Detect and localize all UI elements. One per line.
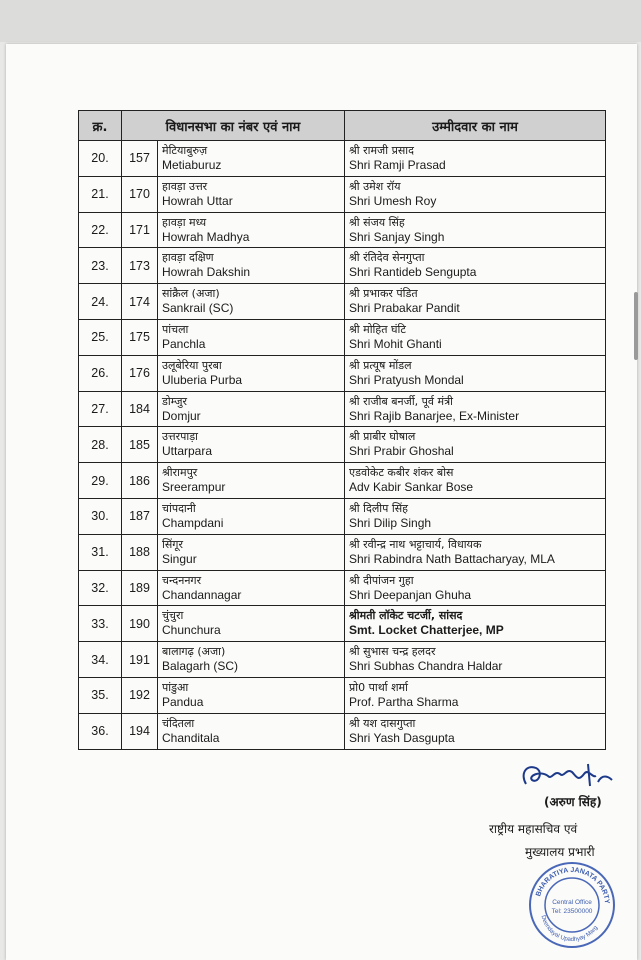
table-row xyxy=(79,713,606,749)
candidate-cell xyxy=(345,642,606,678)
candidate-cell xyxy=(345,176,606,212)
row-serial: 24. xyxy=(79,284,122,320)
candidate-name-hindi: श्री मोहित घंटि xyxy=(349,322,406,336)
constituency-name-hindi: पांडुआ xyxy=(162,680,189,694)
constituency-name-english: Howrah Dakshin xyxy=(162,265,251,280)
row-serial: 29. xyxy=(79,463,122,499)
row-serial: 21. xyxy=(79,176,122,212)
candidate-cell xyxy=(345,463,606,499)
candidate-name-english: Shri Ramji Prasad xyxy=(349,158,446,172)
constituency-cell xyxy=(158,570,345,606)
constituency-name-english: Uttarpara xyxy=(162,444,213,459)
candidate-table xyxy=(78,110,606,750)
scrollbar[interactable] xyxy=(634,292,638,360)
row-serial: 25. xyxy=(79,319,122,355)
candidate-cell xyxy=(345,141,606,177)
candidate-name-english: Smt. Locket Chatterjee, MP xyxy=(349,623,504,638)
svg-text:Deendayal Upadhyay Marg: Deendayal Upadhyay Marg xyxy=(539,914,600,944)
header-candidate: उम्मीदवार का नाम xyxy=(345,111,606,141)
constituency-name-hindi: सांक्रैल (अजा) xyxy=(162,287,220,301)
constituency-name-english: Domjur xyxy=(162,408,201,423)
constituency-name-hindi: चन्दननगर xyxy=(162,573,202,587)
signature-scribble xyxy=(518,756,618,796)
table-row xyxy=(79,355,606,391)
table-row xyxy=(79,534,606,570)
constituency-cell xyxy=(158,319,345,355)
row-serial: 26. xyxy=(79,355,122,391)
candidate-name-english: Shri Prabakar Pandit xyxy=(349,301,460,316)
table-row xyxy=(79,463,606,499)
candidate-cell xyxy=(345,391,606,427)
svg-text:Central Office: Central Office xyxy=(552,899,592,906)
constituency-name-hindi: बालागढ़ (अजा) xyxy=(162,645,226,659)
table-row xyxy=(79,677,606,713)
constituency-cell xyxy=(158,463,345,499)
candidate-name-hindi: श्री संजय सिंह xyxy=(349,215,405,229)
table-row xyxy=(79,212,606,248)
candidate-cell xyxy=(345,355,606,391)
candidate-name-english: Shri Dilip Singh xyxy=(349,515,432,530)
constituency-cell xyxy=(158,498,345,534)
constituency-cell xyxy=(158,713,345,749)
candidate-cell xyxy=(345,570,606,606)
candidate-name-hindi: श्री प्राबीर घोषाल xyxy=(349,430,416,444)
constituency-name-english: Pandua xyxy=(162,694,204,709)
designation-line-1: राष्ट्रीय महासचिव एवं xyxy=(489,822,578,836)
constituency-cell xyxy=(158,248,345,284)
row-serial: 28. xyxy=(79,427,122,463)
constituency-number: 176 xyxy=(122,355,158,391)
constituency-number: 174 xyxy=(122,284,158,320)
table-row xyxy=(79,284,606,320)
constituency-name-english: Balagarh (SC) xyxy=(162,659,239,674)
candidate-name-english: Shri Subhas Chandra Haldar xyxy=(349,659,503,674)
constituency-name-english: Howrah Uttar xyxy=(162,193,233,208)
candidate-name-hindi: श्री यश दासगुप्ता xyxy=(349,716,416,730)
candidate-name-english: Shri Pratyush Mondal xyxy=(349,372,464,387)
constituency-name-hindi: हावड़ा दक्षिण xyxy=(162,251,214,265)
office-seal-stamp xyxy=(527,860,617,950)
constituency-number: 189 xyxy=(122,570,158,606)
constituency-number: 170 xyxy=(122,176,158,212)
constituency-cell xyxy=(158,677,345,713)
row-serial: 35. xyxy=(79,677,122,713)
constituency-name-hindi: श्रीरामपुर xyxy=(162,466,198,480)
candidate-name-hindi: श्री रंतिदेव सेनगुप्ता xyxy=(349,251,425,265)
constituency-cell xyxy=(158,642,345,678)
constituency-number: 188 xyxy=(122,534,158,570)
constituency-name-english: Chunchura xyxy=(162,623,221,638)
candidate-name-hindi: श्री प्रत्यूष मोंडल xyxy=(349,358,412,372)
table-row xyxy=(79,391,606,427)
candidate-cell xyxy=(345,212,606,248)
table-header xyxy=(79,111,606,141)
candidate-name-hindi: श्री उमेश रॉय xyxy=(349,179,401,193)
constituency-cell xyxy=(158,212,345,248)
constituency-name-english: Chandannagar xyxy=(162,587,242,602)
candidate-cell xyxy=(345,319,606,355)
top-strip xyxy=(0,0,641,42)
row-serial: 31. xyxy=(79,534,122,570)
candidate-name-english: Shri Deepanjan Ghuha xyxy=(349,587,472,602)
constituency-cell xyxy=(158,427,345,463)
constituency-cell xyxy=(158,391,345,427)
candidate-name-english: Shri Sanjay Singh xyxy=(349,229,445,244)
constituency-name-hindi: डोम्जुर xyxy=(162,394,188,408)
table-row xyxy=(79,248,606,284)
candidate-cell xyxy=(345,427,606,463)
constituency-name-hindi: उलूबेरिया पुरबा xyxy=(162,358,222,372)
row-serial: 23. xyxy=(79,248,122,284)
row-serial: 27. xyxy=(79,391,122,427)
candidate-cell xyxy=(345,248,606,284)
candidate-cell xyxy=(345,677,606,713)
candidate-name-hindi: श्री रामजी प्रसाद xyxy=(349,144,414,157)
row-serial: 36. xyxy=(79,713,122,749)
candidate-name-english: Shri Prabir Ghoshal xyxy=(349,444,454,459)
candidate-cell xyxy=(345,713,606,749)
constituency-number: 185 xyxy=(122,427,158,463)
table-row xyxy=(79,606,606,642)
constituency-name-hindi: चुंचुरा xyxy=(162,609,184,623)
table-row xyxy=(79,176,606,212)
candidate-name-hindi: श्री सुभास चन्द्र हलदर xyxy=(349,645,436,659)
constituency-number: 194 xyxy=(122,713,158,749)
constituency-name-hindi: उत्तरपाड़ा xyxy=(162,430,198,444)
constituency-name-hindi: चंदितला xyxy=(162,716,195,730)
constituency-number: 191 xyxy=(122,642,158,678)
table-row xyxy=(79,141,606,177)
candidate-name-hindi: श्री दीपांजन गुहा xyxy=(349,573,414,587)
candidate-name-english: Shri Umesh Roy xyxy=(349,193,437,208)
constituency-number: 171 xyxy=(122,212,158,248)
constituency-number: 157 xyxy=(122,141,158,177)
header-constituency: विधानसभा का नंबर एवं नाम xyxy=(122,111,345,141)
svg-text:BHARATIYA JANATA PARTY: BHARATIYA JANATA PARTY xyxy=(535,866,611,905)
signatory-name: (अरुण सिंह) xyxy=(544,795,602,809)
constituency-name-english: Sankrail (SC) xyxy=(162,301,234,316)
candidate-name-hindi: श्री दिलीप सिंह xyxy=(349,501,409,515)
constituency-name-hindi: हावड़ा मध्य xyxy=(162,215,207,229)
constituency-number: 186 xyxy=(122,463,158,499)
constituency-name-english: Metiaburuz xyxy=(162,158,222,172)
constituency-cell xyxy=(158,141,345,177)
candidate-name-english: Adv Kabir Sankar Bose xyxy=(349,480,474,495)
constituency-cell xyxy=(158,355,345,391)
constituency-number: 187 xyxy=(122,498,158,534)
constituency-cell xyxy=(158,284,345,320)
constituency-name-english: Champdani xyxy=(162,515,224,530)
designation-line-2: मुख्यालय प्रभारी xyxy=(525,845,595,859)
row-serial: 30. xyxy=(79,498,122,534)
constituency-number: 184 xyxy=(122,391,158,427)
header-sr: क्र. xyxy=(79,111,122,141)
table-row xyxy=(79,498,606,534)
candidate-name-hindi: श्री रवीन्द्र नाथ भट्टाचार्य, विधायक xyxy=(349,537,482,551)
row-serial: 22. xyxy=(79,212,122,248)
candidate-name-hindi: श्री प्रभाकर पंडित xyxy=(349,287,418,301)
constituency-number: 190 xyxy=(122,606,158,642)
candidate-name-hindi: श्री राजीब बनर्जी, पूर्व मंत्री xyxy=(349,394,454,408)
candidate-name-english: Shri Yash Dasgupta xyxy=(349,730,455,745)
table-row xyxy=(79,319,606,355)
constituency-name-hindi: सिंगूर xyxy=(162,537,183,551)
constituency-cell xyxy=(158,534,345,570)
row-serial: 33. xyxy=(79,606,122,642)
table-row xyxy=(79,570,606,606)
constituency-name-hindi: पांचला xyxy=(162,322,189,336)
constituency-cell xyxy=(158,606,345,642)
candidate-name-english: Shri Mohit Ghanti xyxy=(349,336,442,351)
candidate-cell xyxy=(345,498,606,534)
candidate-name-english: Shri Rajib Banarjee, Ex-Minister xyxy=(349,408,520,423)
constituency-name-english: Chanditala xyxy=(162,730,220,745)
constituency-name-english: Howrah Madhya xyxy=(162,229,250,244)
row-serial: 34. xyxy=(79,642,122,678)
constituency-number: 175 xyxy=(122,319,158,355)
constituency-name-hindi: मेटियाबुरुज़ xyxy=(162,144,208,157)
candidate-name-hindi: श्रीमती लॉकेट चटर्जी, सांसद xyxy=(349,609,463,623)
constituency-name-english: Uluberia Purba xyxy=(162,372,243,387)
svg-text:Tel: 23500000: Tel: 23500000 xyxy=(551,908,593,915)
constituency-number: 192 xyxy=(122,677,158,713)
row-serial: 20. xyxy=(79,141,122,177)
table-row xyxy=(79,642,606,678)
constituency-number: 173 xyxy=(122,248,158,284)
constituency-name-english: Sreerampur xyxy=(162,480,226,495)
candidate-name-hindi: एडवोकेट कबीर शंकर बोस xyxy=(349,466,454,480)
constituency-cell xyxy=(158,176,345,212)
candidate-cell xyxy=(345,284,606,320)
row-serial: 32. xyxy=(79,570,122,606)
candidate-cell xyxy=(345,606,606,642)
candidate-cell xyxy=(345,534,606,570)
constituency-name-hindi: चांपदानी xyxy=(162,501,196,515)
candidate-name-english: Shri Rantideb Sengupta xyxy=(349,265,477,280)
table-row xyxy=(79,427,606,463)
candidate-name-english: Prof. Partha Sharma xyxy=(349,694,459,709)
constituency-name-english: Panchla xyxy=(162,336,206,351)
constituency-name-hindi: हावड़ा उत्तर xyxy=(162,179,208,193)
candidate-name-hindi: प्रो0 पार्था शर्मा xyxy=(349,680,408,694)
candidate-name-english: Shri Rabindra Nath Battacharyay, MLA xyxy=(349,551,555,566)
constituency-name-english: Singur xyxy=(162,551,197,566)
